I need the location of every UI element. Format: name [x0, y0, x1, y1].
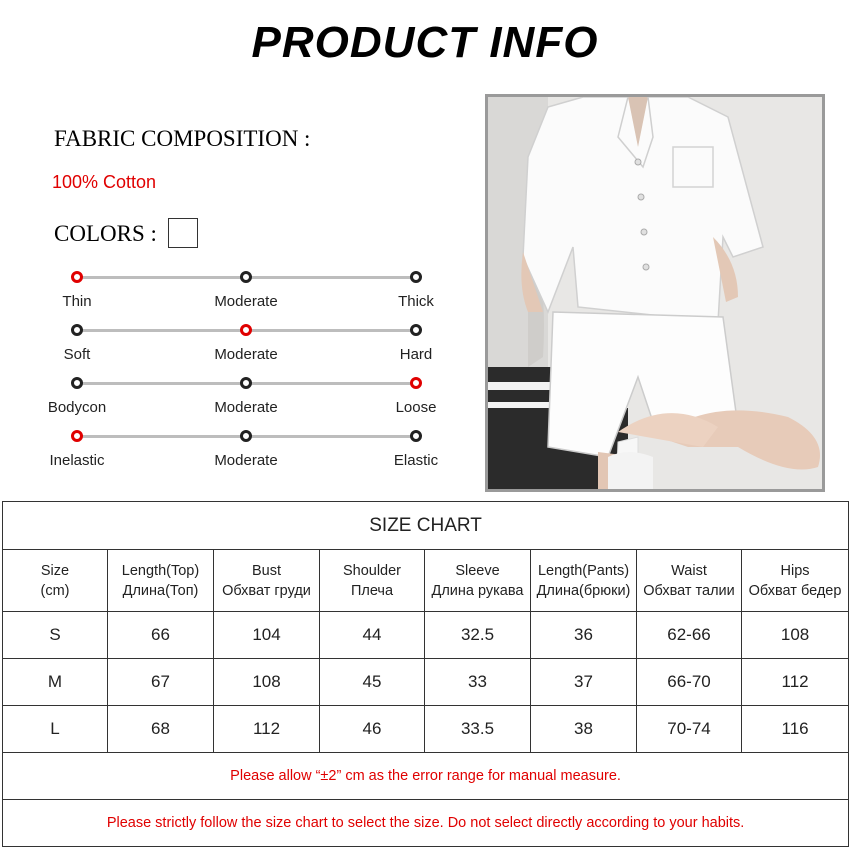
scale-label: Moderate: [214, 293, 278, 310]
fabric-composition-value: 100% Cotton: [52, 172, 157, 192]
table-cell: 104: [214, 612, 320, 659]
size-chart-header-row: [3, 550, 849, 612]
column-header-en: Length(Pants): [537, 562, 630, 579]
scale-label: Thick: [398, 293, 434, 310]
colors-label: COLORS :: [54, 221, 157, 246]
scale-label: Moderate: [214, 346, 278, 363]
table-cell: 45: [320, 659, 425, 706]
attribute-scale: [40, 428, 460, 472]
scale-dot-selected: [410, 377, 422, 389]
column-header-ru: Длина рукава: [431, 582, 524, 599]
column-header: [320, 550, 425, 612]
table-cell: 38: [531, 706, 637, 753]
table-cell: M: [3, 659, 108, 706]
scale-dot: [240, 377, 252, 389]
scale-label: Loose: [395, 399, 437, 416]
page-title: PRODUCT INFO: [251, 18, 599, 67]
column-header: [742, 550, 849, 612]
column-header-en: Hips: [780, 562, 810, 579]
table-cell: 108: [742, 612, 849, 659]
note-row: [3, 753, 849, 800]
table-row: [3, 612, 849, 659]
column-header-ru: (cm): [40, 582, 70, 599]
column-header-en: Length(Top): [121, 562, 200, 579]
column-header: [3, 550, 108, 612]
column-header: [637, 550, 742, 612]
table-cell: 70-74: [637, 706, 742, 753]
column-header: [214, 550, 320, 612]
table-cell: 116: [742, 706, 849, 753]
scale-label: Elastic: [393, 452, 439, 469]
column-header-ru: Длина(Топ): [122, 582, 199, 599]
table-cell: 68: [108, 706, 214, 753]
attribute-scale: [40, 322, 460, 366]
size-chart-table: [2, 501, 849, 847]
table-cell: 66-70: [637, 659, 742, 706]
scale-label: Soft: [63, 346, 91, 363]
table-cell: 112: [742, 659, 849, 706]
scale-label: Moderate: [214, 452, 278, 469]
table-cell: 108: [214, 659, 320, 706]
attribute-scale: [40, 269, 460, 313]
table-cell: 36: [531, 612, 637, 659]
column-header-ru: Обхват талии: [643, 582, 735, 599]
table-cell: 32.5: [425, 612, 531, 659]
scale-dot-selected: [71, 271, 83, 283]
column-header-en: Shoulder: [342, 562, 402, 579]
scale-label: Bodycon: [47, 399, 107, 416]
column-header: [108, 550, 214, 612]
scale-dot: [410, 430, 422, 442]
color-swatch-white[interactable]: [168, 218, 198, 248]
table-row: [3, 706, 849, 753]
table-cell: 66: [108, 612, 214, 659]
scale-dot-selected: [240, 324, 252, 336]
product-photo: [485, 94, 825, 492]
table-cell: 44: [320, 612, 425, 659]
table-cell: 62-66: [637, 612, 742, 659]
column-header-en: Waist: [671, 562, 707, 579]
scale-dot: [410, 324, 422, 336]
table-cell: 33: [425, 659, 531, 706]
column-header-en: Sleeve: [455, 562, 500, 579]
column-header-ru: Обхват бедер: [748, 582, 842, 599]
column-header-en: Bust: [251, 562, 281, 579]
size-note: Please allow “±2” cm as the error range for manual measure.: [3, 753, 849, 800]
scale-label: Moderate: [214, 399, 278, 416]
table-cell: 33.5: [425, 706, 531, 753]
scale-dot: [240, 271, 252, 283]
size-chart-title: SIZE CHART: [3, 502, 849, 550]
table-row: [3, 659, 849, 706]
table-cell: 46: [320, 706, 425, 753]
note-row: [3, 800, 849, 847]
column-header-en: Size: [40, 562, 70, 579]
size-note: Please strictly follow the size chart to select the size. Do not select directly according to your habits.: [3, 800, 849, 847]
table-cell: S: [3, 612, 108, 659]
column-header-ru: Плеча: [350, 582, 394, 599]
table-cell: L: [3, 706, 108, 753]
table-cell: 112: [214, 706, 320, 753]
fabric-composition-label: FABRIC COMPOSITION :: [54, 126, 311, 151]
table-cell: 37: [531, 659, 637, 706]
table-cell: 67: [108, 659, 214, 706]
scale-dot: [240, 430, 252, 442]
column-header-ru: Обхват груди: [222, 582, 311, 599]
scale-dot: [410, 271, 422, 283]
attribute-scale: [40, 375, 460, 419]
column-header: [531, 550, 637, 612]
column-header: [425, 550, 531, 612]
scale-label: Hard: [399, 346, 433, 363]
scale-dot: [71, 377, 83, 389]
scale-label: Inelastic: [49, 452, 105, 469]
scale-dot-selected: [71, 430, 83, 442]
scale-dot: [71, 324, 83, 336]
scale-label: Thin: [62, 293, 92, 310]
column-header-ru: Длина(брюки): [536, 582, 631, 599]
